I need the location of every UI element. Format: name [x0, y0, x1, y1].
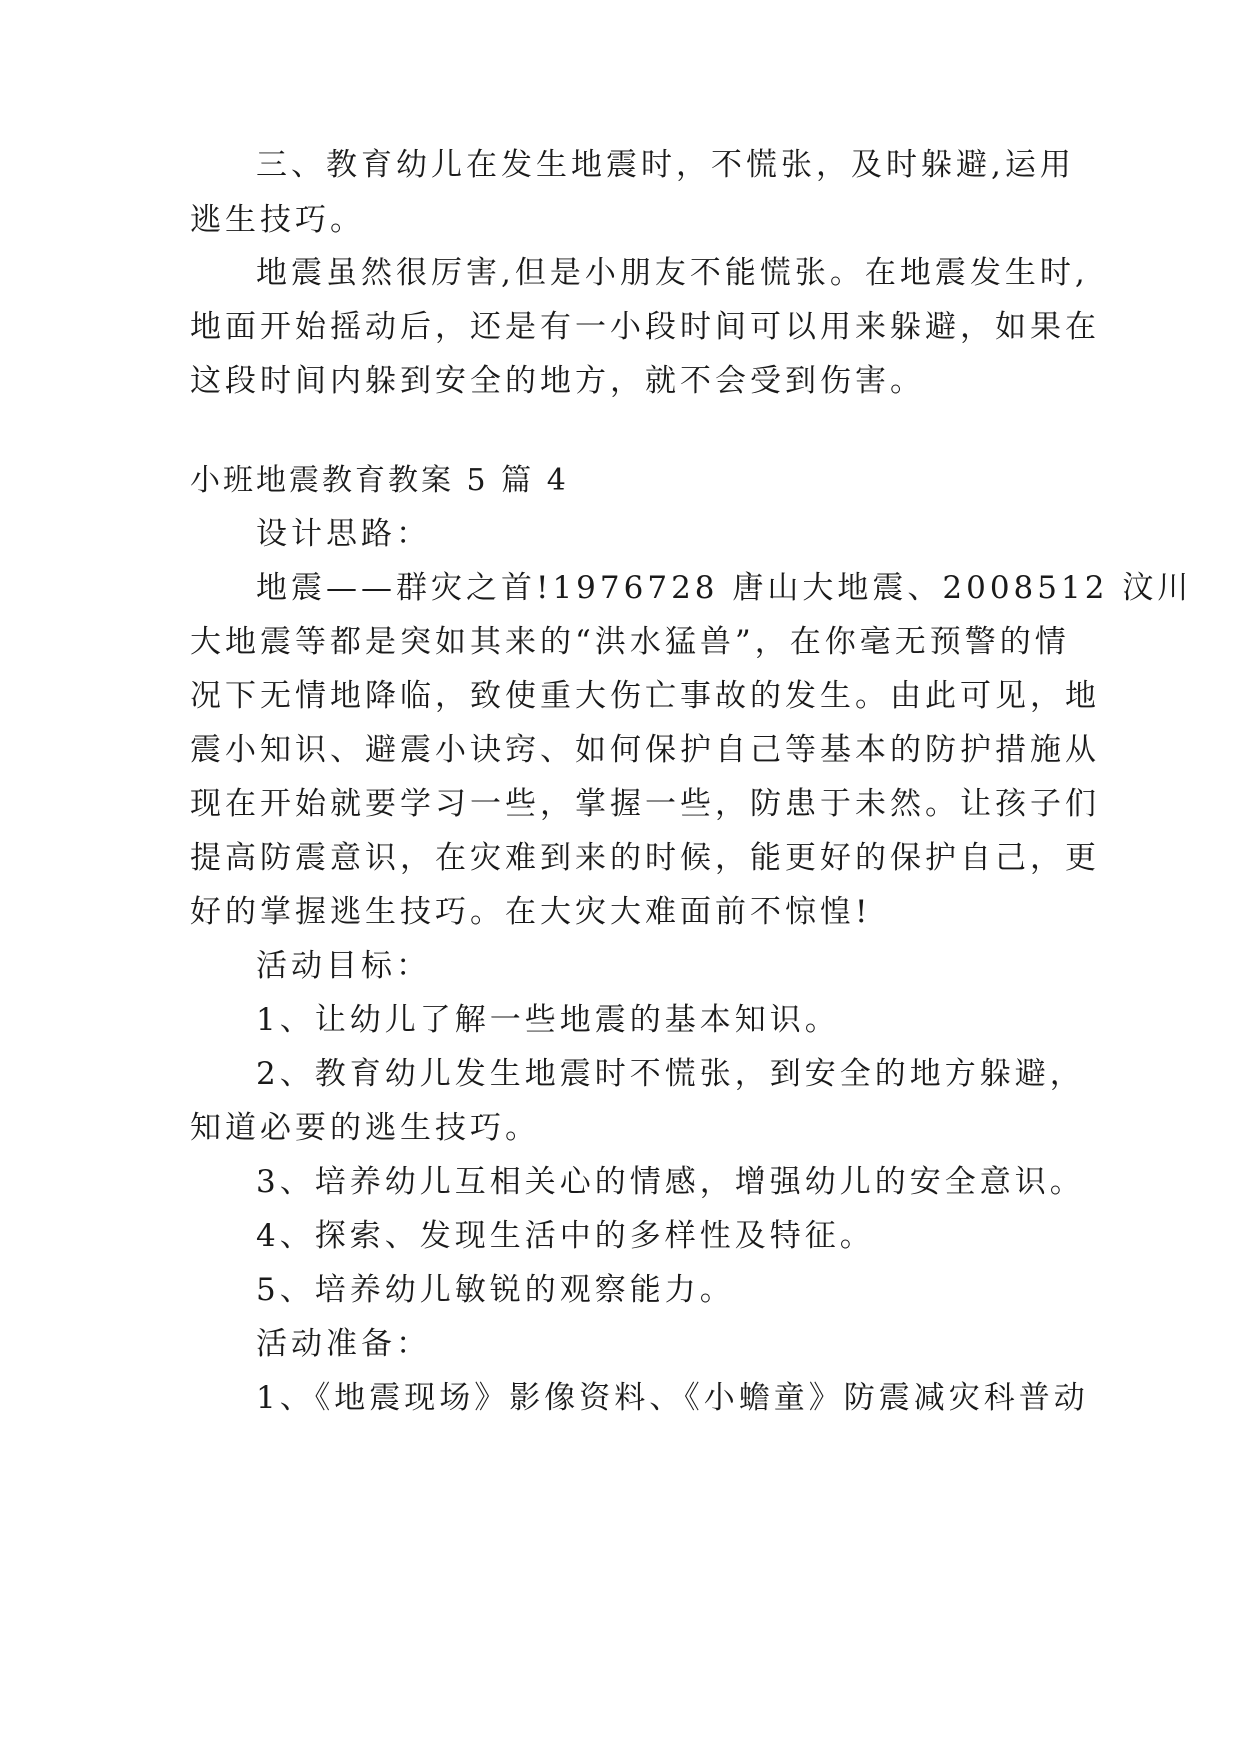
paragraph-line: 况下无情地降临，致使重大伤亡事故的发生。由此可见，地 — [190, 678, 1100, 714]
paragraph-line: 地震——群灾之首!1976728 唐山大地震、2008512 汶川 — [256, 570, 1193, 606]
goal-item: 4、探索、发现生活中的多样性及特征。 — [256, 1218, 875, 1254]
paragraph-line: 大地震等都是突如其来的“洪水猛兽”，在你毫无预警的情 — [190, 624, 1070, 660]
paragraph-line: 现在开始就要学习一些，掌握一些，防患于未然。让孩子们 — [190, 786, 1100, 822]
goal-item: 2、教育幼儿发生地震时不慌张，到安全的地方躲避， — [256, 1056, 1085, 1092]
goal-item: 5、培养幼儿敏锐的观察能力。 — [256, 1272, 735, 1308]
paragraph-line: 地震虽然很厉害,但是小朋友不能慌张。在地震发生时, — [256, 255, 1089, 291]
paragraph-line: 震小知识、避震小诀窍、如何保护自己等基本的防护措施从 — [190, 732, 1100, 768]
prep-item: 1、《地震现场》影像资料、《小蟾童》防震减灾科普动 — [256, 1380, 1089, 1416]
goal-item: 1、让幼儿了解一些地震的基本知识。 — [256, 1002, 840, 1038]
goals-heading: 活动目标： — [256, 948, 431, 984]
paragraph-line: 逃生技巧。 — [190, 202, 365, 238]
paragraph-line: 三、教育幼儿在发生地震时，不慌张，及时躲避,运用 — [256, 147, 1075, 183]
prep-heading: 活动准备： — [256, 1326, 431, 1362]
goal-item-continuation: 知道必要的逃生技巧。 — [190, 1110, 540, 1146]
paragraph-line: 这段时间内躲到安全的地方，就不会受到伤害。 — [190, 363, 925, 399]
design-heading: 设计思路： — [256, 516, 431, 552]
paragraph-line: 好的掌握逃生技巧。在大灾大难面前不惊惶! — [190, 894, 872, 930]
goal-item: 3、培养幼儿互相关心的情感，增强幼儿的安全意识。 — [256, 1164, 1085, 1200]
section-title: 小班地震教育教案 5 篇 4 — [190, 463, 569, 498]
paragraph-line: 地面开始摇动后，还是有一小段时间可以用来躲避，如果在 — [190, 309, 1100, 345]
paragraph-line: 提高防震意识，在灾难到来的时候，能更好的保护自己，更 — [190, 840, 1100, 876]
